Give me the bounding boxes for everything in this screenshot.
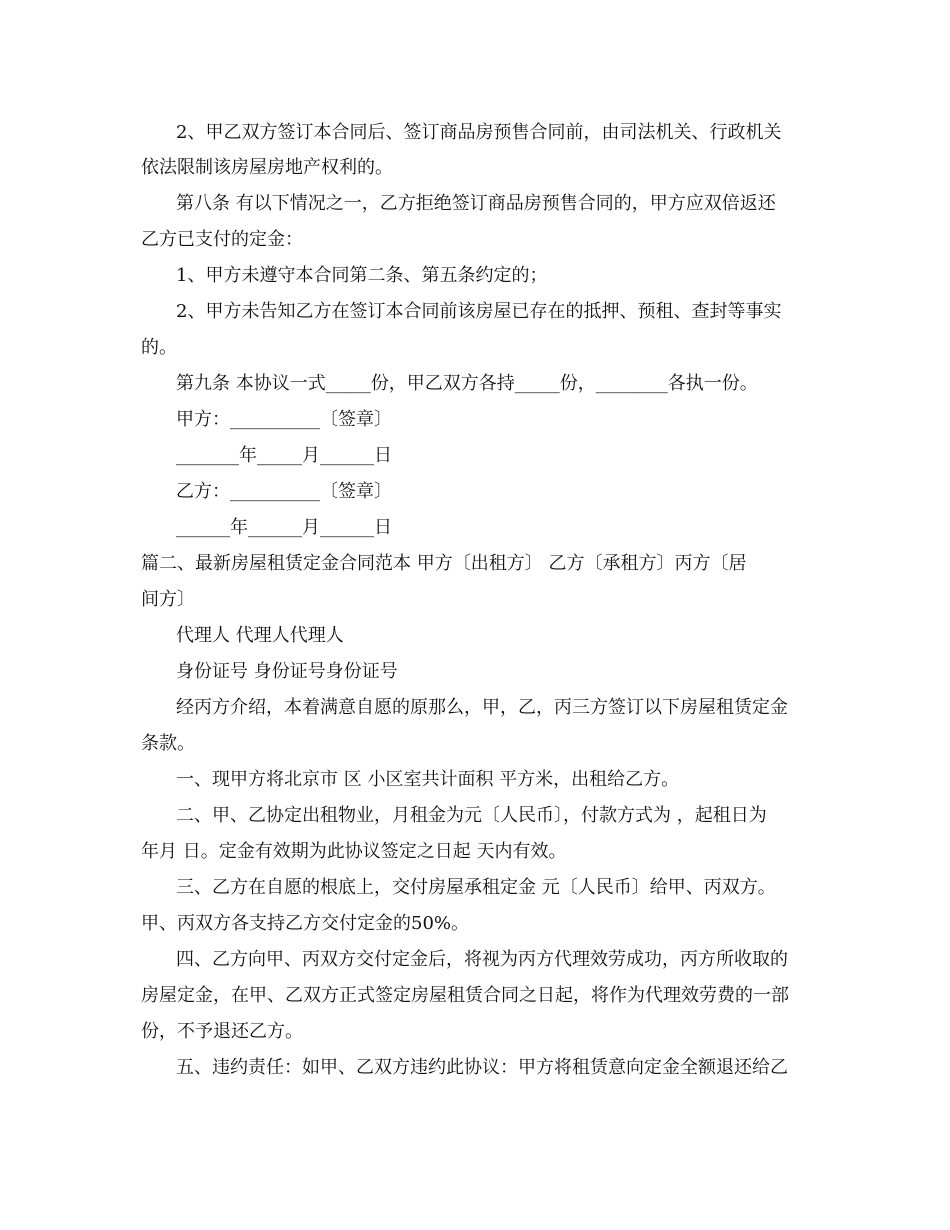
paragraph-line: 经丙方介绍，本着满意自愿的原那么，甲，乙，丙三方签订以下房屋租赁定金 [176, 697, 788, 718]
paragraph-line: 房屋定金，在甲、乙双方正式签定房屋租赁合同之日起，将作为代理效劳费的一部 [141, 985, 789, 1006]
paragraph-line: 四、乙方向甲、丙双方交付定金后，将视为丙方代理效劳成功，丙方所收取的 [176, 949, 788, 970]
paragraph-line: 2、甲方未告知乙方在签订本合同前该房屋已存在的抵押、预租、查封等事实 [176, 301, 782, 322]
date-line: ______年______月______日 [176, 517, 392, 538]
paragraph-line: 间方〕 [141, 589, 195, 610]
section-heading: 篇二、最新房屋租赁定金合同范本 甲方〔出租方〕 乙方〔承租方〕丙方〔居 [141, 553, 747, 574]
paragraph-line: 第八条 有以下情况之一，乙方拒绝签订商品房预售合同的，甲方应双倍返还 [176, 193, 776, 214]
paragraph-line: 的。 [141, 337, 177, 358]
paragraph-line: 条款。 [141, 733, 195, 754]
paragraph-line: 依法限制该房屋房地产权利的。 [141, 157, 393, 178]
paragraph-line: 一、现甲方将北京市 区 小区室共计面积 平方米，出租给乙方。 [176, 769, 680, 790]
paragraph-line: 份，不予退还乙方。 [141, 1021, 303, 1042]
paragraph-line: 2、甲乙双方签订本合同后、签订商品房预售合同前，由司法机关、行政机关 [176, 122, 782, 143]
paragraph-line: 第九条 本协议一式_____份，甲乙双方各持_____份，________各执一份。 [176, 373, 758, 394]
paragraph-line: 身份证号 身份证号身份证号 [176, 661, 398, 682]
paragraph-line: 五、违约责任：如甲、乙双方违约此协议：甲方将租赁意向定金全额退还给乙 [176, 1057, 788, 1078]
signature-line-party-a: 甲方：__________〔签章〕 [176, 409, 392, 430]
paragraph-line: 乙方已支付的定金： [141, 229, 303, 250]
paragraph-line: 代理人 代理人代理人 [176, 625, 344, 646]
signature-line-party-b: 乙方：__________〔签章〕 [176, 481, 392, 502]
paragraph-line: 年月 日。定金有效期为此协议签定之日起 天内有效。 [141, 841, 567, 862]
paragraph-line: 三、乙方在自愿的根底上，交付房屋承租定金 元〔人民币〕给甲、丙双方。 [176, 877, 776, 898]
paragraph-line: 二、甲、乙协定出租物业，月租金为元〔人民币〕，付款方式为 ，起租日为 [176, 805, 767, 826]
paragraph-line: 甲、丙双方各支持乙方交付定金的50%。 [141, 913, 470, 934]
paragraph-line: 1、甲方未遵守本合同第二条、第五条约定的； [176, 265, 548, 286]
date-line: _______年_____月______日 [176, 445, 392, 466]
